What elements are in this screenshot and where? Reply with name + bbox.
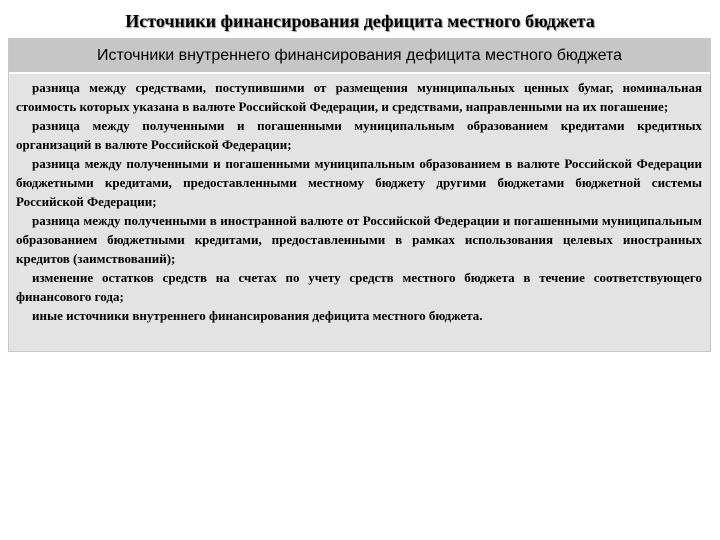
table-header: Источники внутреннего финансирования дефицита местного бюджета bbox=[9, 39, 710, 74]
list-item: разница между полученными и погашенными муниципальным образованием в валюте Российской Федерации бюджетными кредитами, предоставленными местному бюджету другими бюджетами бюджетной системы Российской Федерации; bbox=[16, 156, 702, 209]
list-item: разница между средствами, поступившими от размещения муниципальных ценных бумаг, номинальная стоимость которых указана в валюте Российской Федерации, и средствами, направленными на их погашение; bbox=[16, 80, 702, 114]
financing-sources-table bbox=[8, 38, 711, 352]
slide-title: Источники финансирования дефицита местного бюджета bbox=[125, 11, 595, 31]
list-item: разница между полученными и погашенными муниципальным образованием кредитами кредитных организаций в валюте Российской Федерации; bbox=[16, 118, 702, 152]
table-body bbox=[9, 74, 710, 351]
list-item: разница между полученными в иностранной валюте от Российской Федерации и погашенными муниципальным образованием бюджетными кредитами, предоставленными в рамках использования целевых иностранных кредитов (заимствований); bbox=[16, 213, 702, 266]
list-item: изменение остатков средств на счетах по учету средств местного бюджета в течение соответствующего финансового года; bbox=[16, 270, 702, 304]
list-item: иные источники внутреннего финансирования дефицита местного бюджета. bbox=[32, 308, 483, 323]
